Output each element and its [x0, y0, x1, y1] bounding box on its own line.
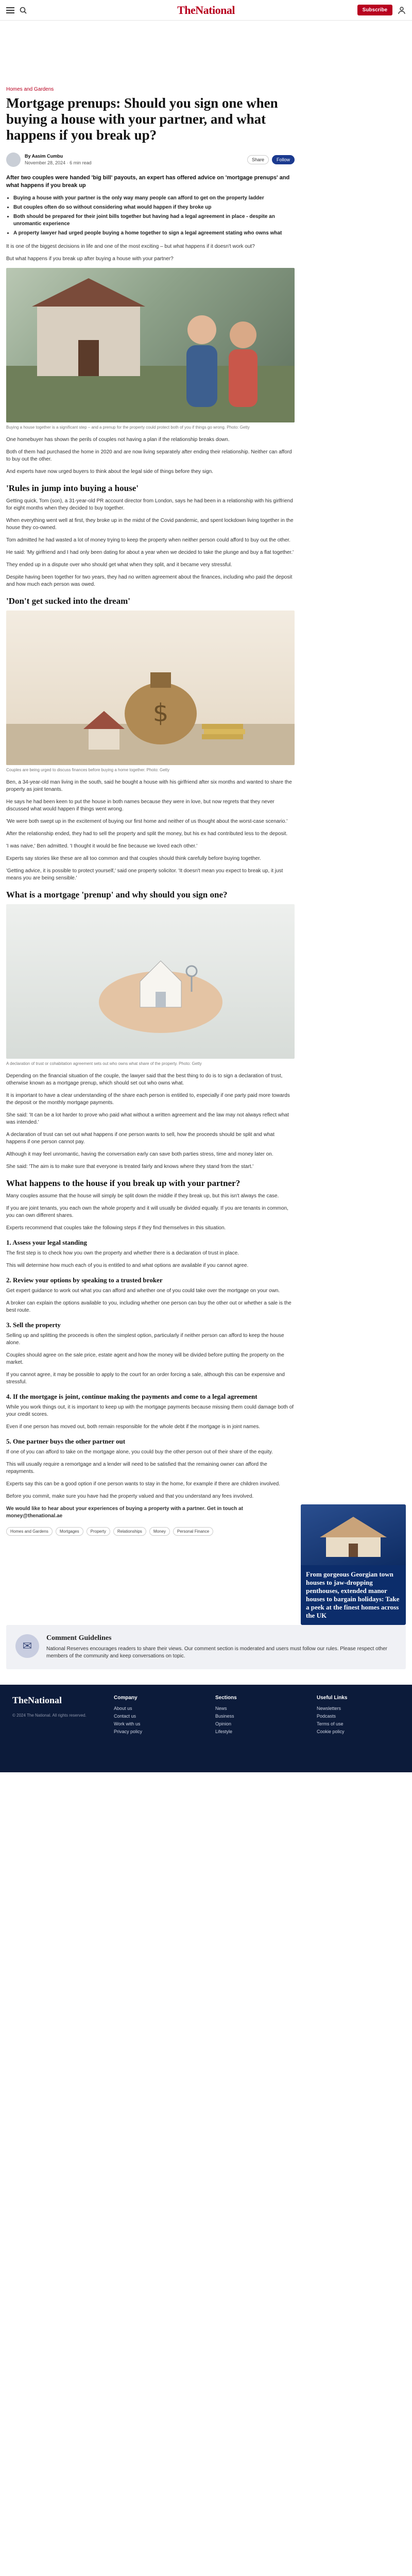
paragraph: He said: 'My girlfriend and I had only been dating for about a year when we decided to take the plunge and buy a flat together.'	[6, 550, 294, 555]
paragraph: Before you commit, make sure you have had the property valued and that you understand any fees involved.	[6, 1494, 254, 1499]
footer-heading: Company	[114, 1695, 138, 1701]
paragraph: If you cannot agree, it may be possible to apply to the court for an order forcing a sale, although this can be expensive and stressful.	[6, 1372, 285, 1385]
author-avatar	[6, 152, 21, 167]
footer-heading: Sections	[215, 1695, 237, 1701]
article-title: Mortgage prenups: Should you sign one when buying a house with your partner, and what happens if you break up?	[6, 95, 278, 143]
paragraph: Depending on the financial situation of the couple, the lawyer said that the best thing to do is to sign a declaration of trust, otherwise known as a mortgage prenup, which should set out who owns what.	[6, 1073, 283, 1086]
paragraph: If you are joint tenants, you each own the whole property and it will usually be divided equally. If you are tenants in common, you can own different shares.	[6, 1206, 288, 1218]
author-meta: By Aasim Cumbu November 28, 2024 · 6 min read	[25, 154, 92, 165]
hamburger-menu-icon[interactable]	[6, 6, 14, 15]
paragraph: Experts recommend that couples take the following steps if they find themselves in this situation.	[6, 1225, 226, 1231]
comment-bubble-icon: ✉	[15, 1634, 39, 1658]
paragraph: After the relationship ended, they had to sell the property and split the money, but his ex had contributed less to the deposit.	[6, 831, 288, 837]
article-photo-keys	[6, 904, 295, 1059]
tag-link[interactable]: Personal Finance	[173, 1527, 213, 1536]
paragraph: Ben, a 34-year-old man living in the south, said he bought a house with his girlfriend after six months and wanted to share the property as joint tenants.	[6, 779, 292, 792]
paragraph: Despite having been together for two years, they had no written agreement about the finances, including who paid the deposit and how much each person was owed.	[6, 574, 293, 587]
section-heading: 'Don't get sucked into the dream'	[6, 596, 130, 606]
search-icon[interactable]	[20, 7, 27, 14]
footer-link[interactable]: Cookie policy	[317, 1729, 345, 1734]
footer-link[interactable]: Newsletters	[317, 1706, 341, 1711]
subsection-heading: 2. Review your options by speaking to a trusted broker	[6, 1276, 163, 1284]
paragraph: When everything went well at first, they broke up in the midst of the Covid pandemic, and spent lockdown living together in the house they co-owned.	[6, 518, 294, 531]
paragraph: Both of them had purchased the home in 2020 and are now living separately after ending their relationship. Neither can afford to buy out the other.	[6, 449, 292, 462]
footer-link[interactable]: Terms of use	[317, 1721, 344, 1726]
key-points-list	[13, 195, 295, 237]
footer-link[interactable]: Opinion	[215, 1721, 232, 1726]
paragraph: Many couples assume that the house will simply be split down the middle if they break up, but this isn't always the case.	[6, 1193, 279, 1199]
article-photo-couple-house	[6, 268, 295, 422]
footer-link[interactable]: Contact us	[114, 1714, 136, 1719]
paragraph: This will determine how much each of you is entitled to and what options are available if you cannot agree.	[6, 1263, 249, 1268]
footer-link[interactable]: Privacy policy	[114, 1729, 143, 1734]
paragraph: And experts have now urged buyers to think about the legal side of things before they sign.	[6, 469, 213, 474]
sidebar	[301, 21, 406, 1625]
author-name[interactable]: By Aasim Cumbu	[25, 154, 63, 159]
site-logo[interactable]: TheNational	[177, 3, 235, 16]
paragraph: He says he had been keen to put the house in both names because they were in love, but now regrets that they never discussed what would happen if things went wrong.	[6, 799, 274, 812]
paragraph: 'Getting advice, it is possible to protect yourself,' said one property solicitor. 'It doesn't mean you expect to break up, it just means you are being sensible.'	[6, 868, 283, 881]
sidebar-promo-card[interactable]	[301, 1504, 406, 1625]
article-photo-money-house	[6, 611, 295, 765]
top-navigation-bar	[0, 0, 412, 21]
photo-caption: Buying a house together is a significant step – and a prenup for the property could protect both of you if things go wrong. Photo: Getty	[6, 425, 250, 430]
footer-logo[interactable]: TheNational	[12, 1695, 62, 1705]
closing-callout: We would like to hear about your experiences of buying a property with a partner. Get in touch at money@thenational.ae	[6, 1506, 243, 1519]
paragraph: It is important to have a clear understanding of the share each person is entitled to, especially if one party paid more towards the deposit or the monthly mortgage payments.	[6, 1093, 290, 1106]
key-point: • But couples often do so without considering what would happen if they broke up	[13, 204, 295, 211]
paragraph: Even if one person has moved out, both remain responsible for the whole debt if the mortgage is in joint names.	[6, 1424, 261, 1430]
paragraph: They ended up in a dispute over who should get what when they split, and it became very stressful.	[6, 562, 232, 568]
tag-link[interactable]: Property	[87, 1527, 110, 1536]
comment-guidelines	[6, 1625, 406, 1669]
guidelines-title: Comment Guidelines	[46, 1634, 112, 1642]
paragraph: She said: 'The aim is to make sure that everyone is treated fairly and knows where they stand from the start.'	[6, 1164, 254, 1170]
section-heading: What happens to the house if you break up with your partner?	[6, 1178, 241, 1188]
photo-caption: Couples are being urged to discuss finances before buying a home together. Photo: Getty	[6, 768, 170, 772]
footer-link[interactable]: About us	[114, 1706, 132, 1711]
publish-date: November 28, 2024	[25, 160, 66, 165]
promo-text: From gorgeous Georgian town houses to jaw-dropping penthouses, extended manor houses to bargain holidays: Take a peek at the finest homes across the UK	[306, 1570, 400, 1619]
guidelines-body: National Reserves encourages readers to share their views. Our comment section is moderated and users must follow our rules. Please respect other members of the community and keep conversations on topic.	[46, 1646, 387, 1659]
paragraph: 'We were both swept up in the excitement of buying our first home and neither of us thought about the worst-case scenario.'	[6, 819, 288, 824]
tag-link[interactable]: Mortgages	[56, 1527, 83, 1536]
paragraph: While you work things out, it is important to keep up with the mortgage payments because missing them could damage both of your credit scores.	[6, 1404, 294, 1417]
paragraph: The first step is to check how you own the property and whether there is a declaration of trust in place.	[6, 1250, 239, 1256]
paragraph: This will usually require a remortgage and a lender will need to be satisfied that the remaining owner can afford the repayments.	[6, 1462, 267, 1475]
paragraph: Selling up and splitting the proceeds is often the simplest option, particularly if neither person can afford to keep the house alone.	[6, 1333, 284, 1346]
footer-link[interactable]: Lifestyle	[215, 1729, 233, 1734]
footer-link[interactable]: News	[215, 1706, 227, 1711]
promo-image	[301, 1504, 406, 1565]
subsection-heading: 4. If the mortgage is joint, continue making the payments and come to a legal agreement	[6, 1393, 258, 1400]
paragraph: But what happens if you break up after buying a house with your partner?	[6, 256, 174, 262]
article-body	[6, 21, 295, 1625]
user-account-icon[interactable]	[398, 6, 406, 14]
subsection-heading: 3. Sell the property	[6, 1321, 61, 1329]
paragraph: Experts say this can be a good option if one person wants to stay in the home, for example if there are children involved.	[6, 1481, 280, 1487]
tag-link[interactable]: Money	[149, 1527, 170, 1536]
subscribe-button[interactable]: Subscribe	[357, 5, 392, 15]
footer-link[interactable]: Business	[215, 1714, 234, 1719]
paragraph: Couples should agree on the sale price, estate agent and how the money will be divided before putting the property on the market.	[6, 1352, 284, 1365]
paragraph: A declaration of trust can set out what happens if one person wants to sell, how the proceeds should be split and what happens if one person cannot pay.	[6, 1132, 274, 1145]
share-button[interactable]: Share	[247, 155, 269, 164]
copyright: © 2024 The National. All rights reserved.	[12, 1713, 87, 1718]
section-heading: What is a mortgage 'prenup' and why should you sign one?	[6, 890, 228, 900]
paragraph: 'I was naive,' Ben admitted. 'I thought it would be fine because we loved each other.'	[6, 843, 198, 849]
paragraph: Experts say stories like these are all too common and that couples should think carefully before buying together.	[6, 856, 261, 861]
paragraph: If one of you can afford to take on the mortgage alone, you could buy the other person out of their share of the equity.	[6, 1449, 273, 1455]
site-footer	[0, 1685, 412, 1772]
paragraph: Tom admitted he had wasted a lot of money trying to keep the property when neither person could afford to buy out the other.	[6, 537, 290, 543]
key-point: • Both should be prepared for their joint bills together but having had a legal agreement in place - despite an unromantic experience	[13, 213, 295, 228]
footer-heading: Useful Links	[317, 1695, 348, 1701]
svg-text:$: $	[152, 699, 169, 727]
tag-link[interactable]: Relationships	[113, 1527, 146, 1536]
read-time: 6 min read	[70, 160, 92, 165]
photo-caption: A declaration of trust or cohabitation agreement sets out who owns what share of the property. Photo: Getty	[6, 1061, 202, 1066]
footer-link[interactable]: Podcasts	[317, 1714, 336, 1719]
section-heading: 'Rules in jump into buying a house'	[6, 483, 139, 493]
subsection-heading: 5. One partner buys the other partner out	[6, 1437, 126, 1445]
article-tags	[6, 1527, 295, 1536]
paragraph: Get expert guidance to work out what you can afford and whether one of you could take over the mortgage on your own.	[6, 1288, 280, 1294]
key-point: • Buying a house with your partner is the only way many people can afford to get on the property ladder	[13, 195, 295, 202]
paragraph: Getting quick, Tom (son), a 31-year-old PR account director from London, says he had been in a relationship with his girlfriend for eight months when they decided to buy together.	[6, 498, 293, 511]
paragraph: She said: 'It can be a lot harder to prove who paid what without a written agreement and the law may not always reflect what was intended.'	[6, 1112, 289, 1125]
byline	[6, 152, 295, 167]
paragraph: It is one of the biggest decisions in life and one of the most exciting – but what happens if it doesn't work out?	[6, 244, 255, 249]
breadcrumb[interactable]: Homes and Gardens	[6, 87, 54, 92]
paragraph: A broker can explain the options available to you, including whether one person can buy the other out or whether a sale is the best route.	[6, 1300, 291, 1313]
follow-button[interactable]: Follow	[272, 155, 295, 164]
footer-link[interactable]: Work with us	[114, 1721, 141, 1726]
subsection-heading: 1. Assess your legal standing	[6, 1239, 87, 1246]
paragraph: Although it may feel unromantic, having the conversation early can save both parties stress, time and money later on.	[6, 1151, 273, 1157]
tag-link[interactable]: Homes and Gardens	[6, 1527, 53, 1536]
paragraph: One homebuyer has shown the perils of couples not having a plan if the relationship breaks down.	[6, 437, 230, 443]
article-lede: After two couples were handed 'big bill' payouts, an expert has offered advice on 'mortgage prenups' and what happens if you break up	[6, 175, 290, 189]
key-point: • A property lawyer had urged people buying a home together to sign a legal agreement stating who owns what	[13, 230, 295, 237]
